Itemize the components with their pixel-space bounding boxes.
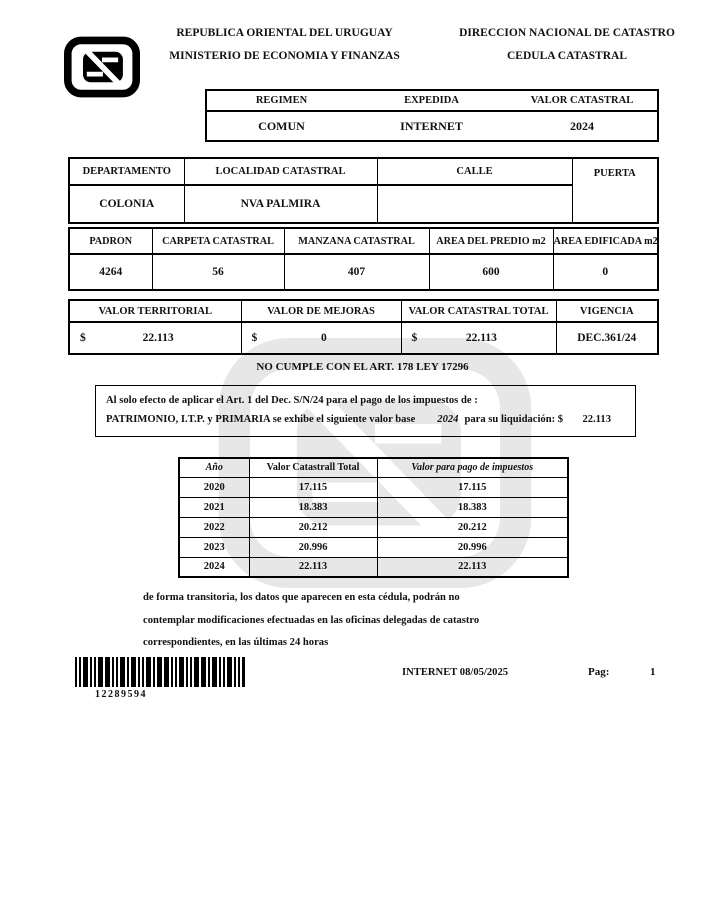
page-label: Pag: xyxy=(588,666,610,678)
year-cell: 2020 xyxy=(179,477,249,497)
notice-text: NO CUMPLE CON EL ART. 178 LEY 17296 xyxy=(256,361,469,373)
valor-total-header: VALOR CATASTRAL TOTAL xyxy=(401,300,556,322)
area-predio-value: 600 xyxy=(429,254,553,290)
note-line-1: Al solo efecto de aplicar el Art. 1 del Dec. S/N/24 para el pago de los impuestos de : xyxy=(106,395,478,406)
currency-symbol: $ xyxy=(251,332,258,344)
area-edificada-header: AREA EDIFICADA m2 xyxy=(553,228,658,254)
regimen-header: REGIMEN xyxy=(206,90,356,111)
area-edificada-value: 0 xyxy=(553,254,658,290)
expedida-header: EXPEDIDA xyxy=(356,90,507,111)
year-column-header: Año xyxy=(179,458,249,477)
tax-note-box xyxy=(95,385,636,437)
valor-territorial-header: VALOR TERRITORIAL xyxy=(69,300,241,322)
valor-territorial-value xyxy=(69,322,241,354)
regimen-table xyxy=(205,89,659,142)
table-row xyxy=(179,517,568,537)
issue-info: INTERNET 08/05/2025 xyxy=(402,667,509,678)
puerta-header: PUERTA xyxy=(572,158,658,223)
disclaimer-line-3: correspondientes, en las últimas 24 horas xyxy=(143,637,329,648)
agency-name: DIRECCION NACIONAL DE CATASTRO xyxy=(459,27,675,39)
vpi-cell: 22.113 xyxy=(377,557,568,577)
localidad-header: LOCALIDAD CATASTRAL xyxy=(184,158,377,185)
agency-header xyxy=(438,22,696,68)
page-number: 1 xyxy=(650,666,656,678)
area-predio-header: AREA DEL PREDIO m2 xyxy=(429,228,553,254)
issuer-header xyxy=(152,22,417,68)
valor-catastral-year: 2024 xyxy=(570,118,594,133)
carpeta-header: CARPETA CATASTRAL xyxy=(152,228,284,254)
manzana-value: 407 xyxy=(284,254,429,290)
expedida-value: INTERNET xyxy=(400,118,463,133)
liquidation-amount: 22.113 xyxy=(582,414,611,425)
table-row xyxy=(179,477,568,497)
note-line-2-lead: PATRIMONIO, I.T.P. y PRIMARIA se exhibe el siguiente valor base xyxy=(106,414,416,425)
barcode-icon xyxy=(75,657,247,687)
vpi-cell: 18.383 xyxy=(377,497,568,517)
valor-total-value xyxy=(401,322,556,354)
padron-header: PADRON xyxy=(69,228,152,254)
valor-mejoras-value xyxy=(241,322,401,354)
calle-header: CALLE xyxy=(377,158,572,185)
vct-cell: 17.115 xyxy=(249,477,377,497)
table-row xyxy=(179,497,568,517)
vpi-cell: 20.212 xyxy=(377,517,568,537)
table-row xyxy=(179,557,568,577)
currency-symbol: $ xyxy=(80,332,86,344)
regimen-value: COMUN xyxy=(258,118,305,133)
vpi-cell: 20.996 xyxy=(377,537,568,557)
vct-cell: 20.212 xyxy=(249,517,377,537)
departamento-value: COLONIA xyxy=(99,198,155,210)
padron-value: 4264 xyxy=(99,266,123,278)
calle-value xyxy=(377,185,572,223)
valuation-table xyxy=(68,299,659,355)
vct-column-header: Valor Catastrall Total xyxy=(249,458,377,477)
note-line-2-tail: para su liquidación: $ xyxy=(464,414,564,425)
carpeta-value: 56 xyxy=(152,254,284,290)
dnc-logo-icon xyxy=(64,36,140,98)
location-table xyxy=(68,157,659,224)
manzana-header: MANZANA CATASTRAL xyxy=(284,228,429,254)
parcel-table xyxy=(68,227,659,291)
disclaimer-line-1: de forma transitoria, los datos que aparecen en esta cédula, podrán no xyxy=(143,592,460,603)
vct-cell: 22.113 xyxy=(249,557,377,577)
year-cell: 2024 xyxy=(179,557,249,577)
value-history-table xyxy=(178,457,569,578)
territorial-amount: 22.113 xyxy=(142,332,174,344)
barcode-number: 12289594 xyxy=(95,689,147,700)
currency-symbol: $ xyxy=(411,332,418,344)
vpi-column-header: Valor para pago de impuestos xyxy=(377,458,568,477)
disclaimer-line-2: contemplar modificaciones efectuadas en las oficinas delegadas de catastro xyxy=(143,614,480,626)
year-cell: 2022 xyxy=(179,517,249,537)
mejoras-amount: 0 xyxy=(321,332,327,344)
vigencia-header: VIGENCIA xyxy=(556,300,658,322)
document-title: CEDULA CATASTRAL xyxy=(506,50,628,62)
valor-catastral-header: VALOR CATASTRAL xyxy=(507,90,658,111)
year-cell: 2023 xyxy=(179,537,249,557)
total-amount: 22.113 xyxy=(465,332,497,344)
disclaimer-text xyxy=(143,587,593,655)
table-row xyxy=(179,537,568,557)
base-year: 2024 xyxy=(437,414,459,425)
vct-cell: 18.383 xyxy=(249,497,377,517)
valor-mejoras-header: VALOR DE MEJORAS xyxy=(241,300,401,322)
vct-cell: 20.996 xyxy=(249,537,377,557)
localidad-value: NVA PALMIRA xyxy=(184,185,377,223)
note-line-2 xyxy=(106,410,625,429)
year-cell: 2021 xyxy=(179,497,249,517)
ministry-name: MINISTERIO DE ECONOMIA Y FINANZAS xyxy=(169,50,400,62)
departamento-header: DEPARTAMENTO xyxy=(69,158,184,185)
vpi-cell: 17.115 xyxy=(377,477,568,497)
vigencia-value: DEC.361/24 xyxy=(556,322,658,354)
org-name: REPUBLICA ORIENTAL DEL URUGUAY xyxy=(176,27,393,39)
